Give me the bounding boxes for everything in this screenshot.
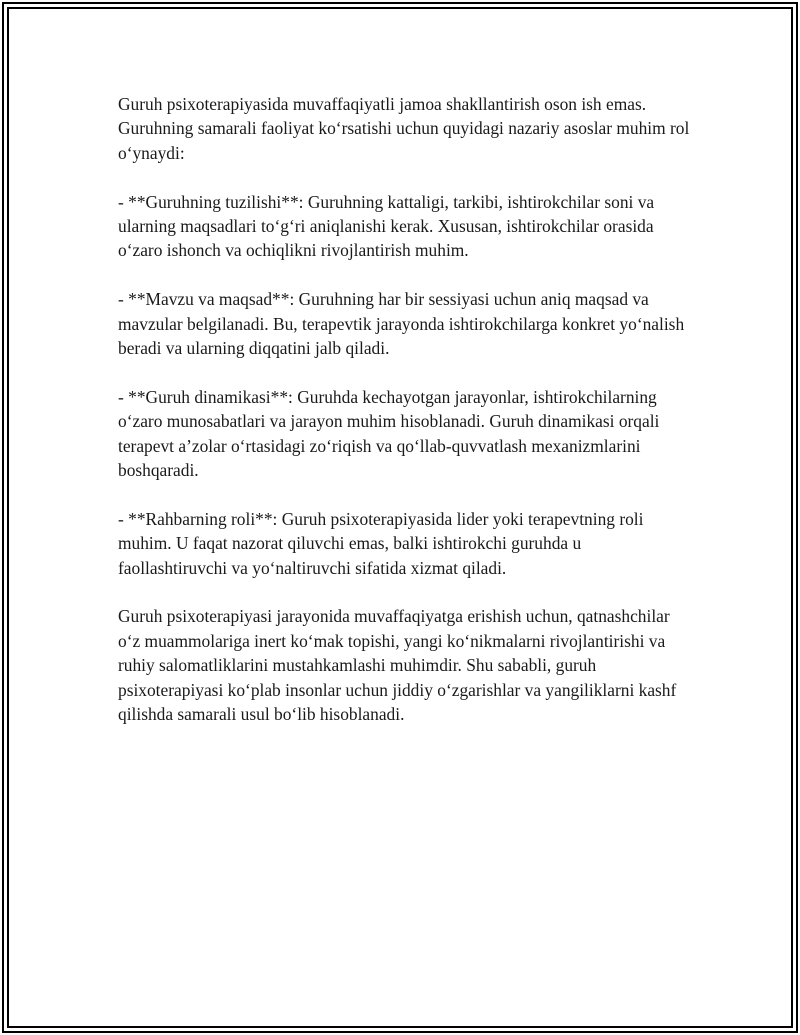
conclusion-paragraph: Guruh psixoterapiyasi jarayonida muvaffaqiyatga erishish uchun, qatnashchilar o‘z muammolariga inert ko‘mak topishi, yangi ko‘nikmalarni rivojlantirishi va ruhiy salomatliklarini mustahkamlashi muhimdir. Shu sababli, guruh psixoterapiyasi ko‘plab insonlar uchun jiddiy o‘zgarishlar va yangiliklarni kashf qilishda samarali usul bo‘lib hisoblanadi. bbox=[118, 606, 677, 725]
bullet-leader-role: - **Rahbarning roli**: Guruh psixoterapiyasida lider yoki terapevtning roli muhim. U faqat nazorat qiluvchi emas, balki ishtirokchi guruhda u faollashtiruvchi va yo‘naltiruvchi sifatida xizmat qiladi. bbox=[118, 508, 644, 578]
intro-paragraph: Guruh psixoterapiyasida muvaffaqiyatli jamoa shakllantirish oson ish emas. Guruhning samarali faoliyat ko‘rsatishi uchun quyidagi nazariy asoslar muhim rol o‘ynaydi: bbox=[118, 94, 690, 163]
bullet-topic-goal: - **Mavzu va maqsad**: Guruhning har bir sessiyasi uchun aniq maqsad va mavzular belgilanadi. Bu, terapevtik jarayonda ishtirokchilarga konkret yo‘nalish beradi va ularning diqqatini jalb qiladi. bbox=[118, 289, 685, 359]
bullet-group-dynamics: - **Guruh dinamikasi**: Guruhda kechayotgan jarayonlar, ishtirokchilarning o‘zaro munosabatlari va jarayon muhim hisoblanadi. Guruh dinamikasi orqali terapevt a’zolar o‘rtasidagi zo‘riqish va qo‘llab-quvvatlash mexanizmlarini boshqaradi. bbox=[118, 386, 660, 481]
bullet-group-structure: - **Guruhning tuzilishi**: Guruhning kattaligi, tarkibi, ishtirokchilar soni va ularning maqsadlari to‘g‘ri aniqlanishi kerak. Xususan, ishtirokchilar orasida o‘zaro ishonch va ochiqlikni rivojlantirish muhim. bbox=[118, 191, 655, 261]
document-body bbox=[118, 92, 690, 751]
